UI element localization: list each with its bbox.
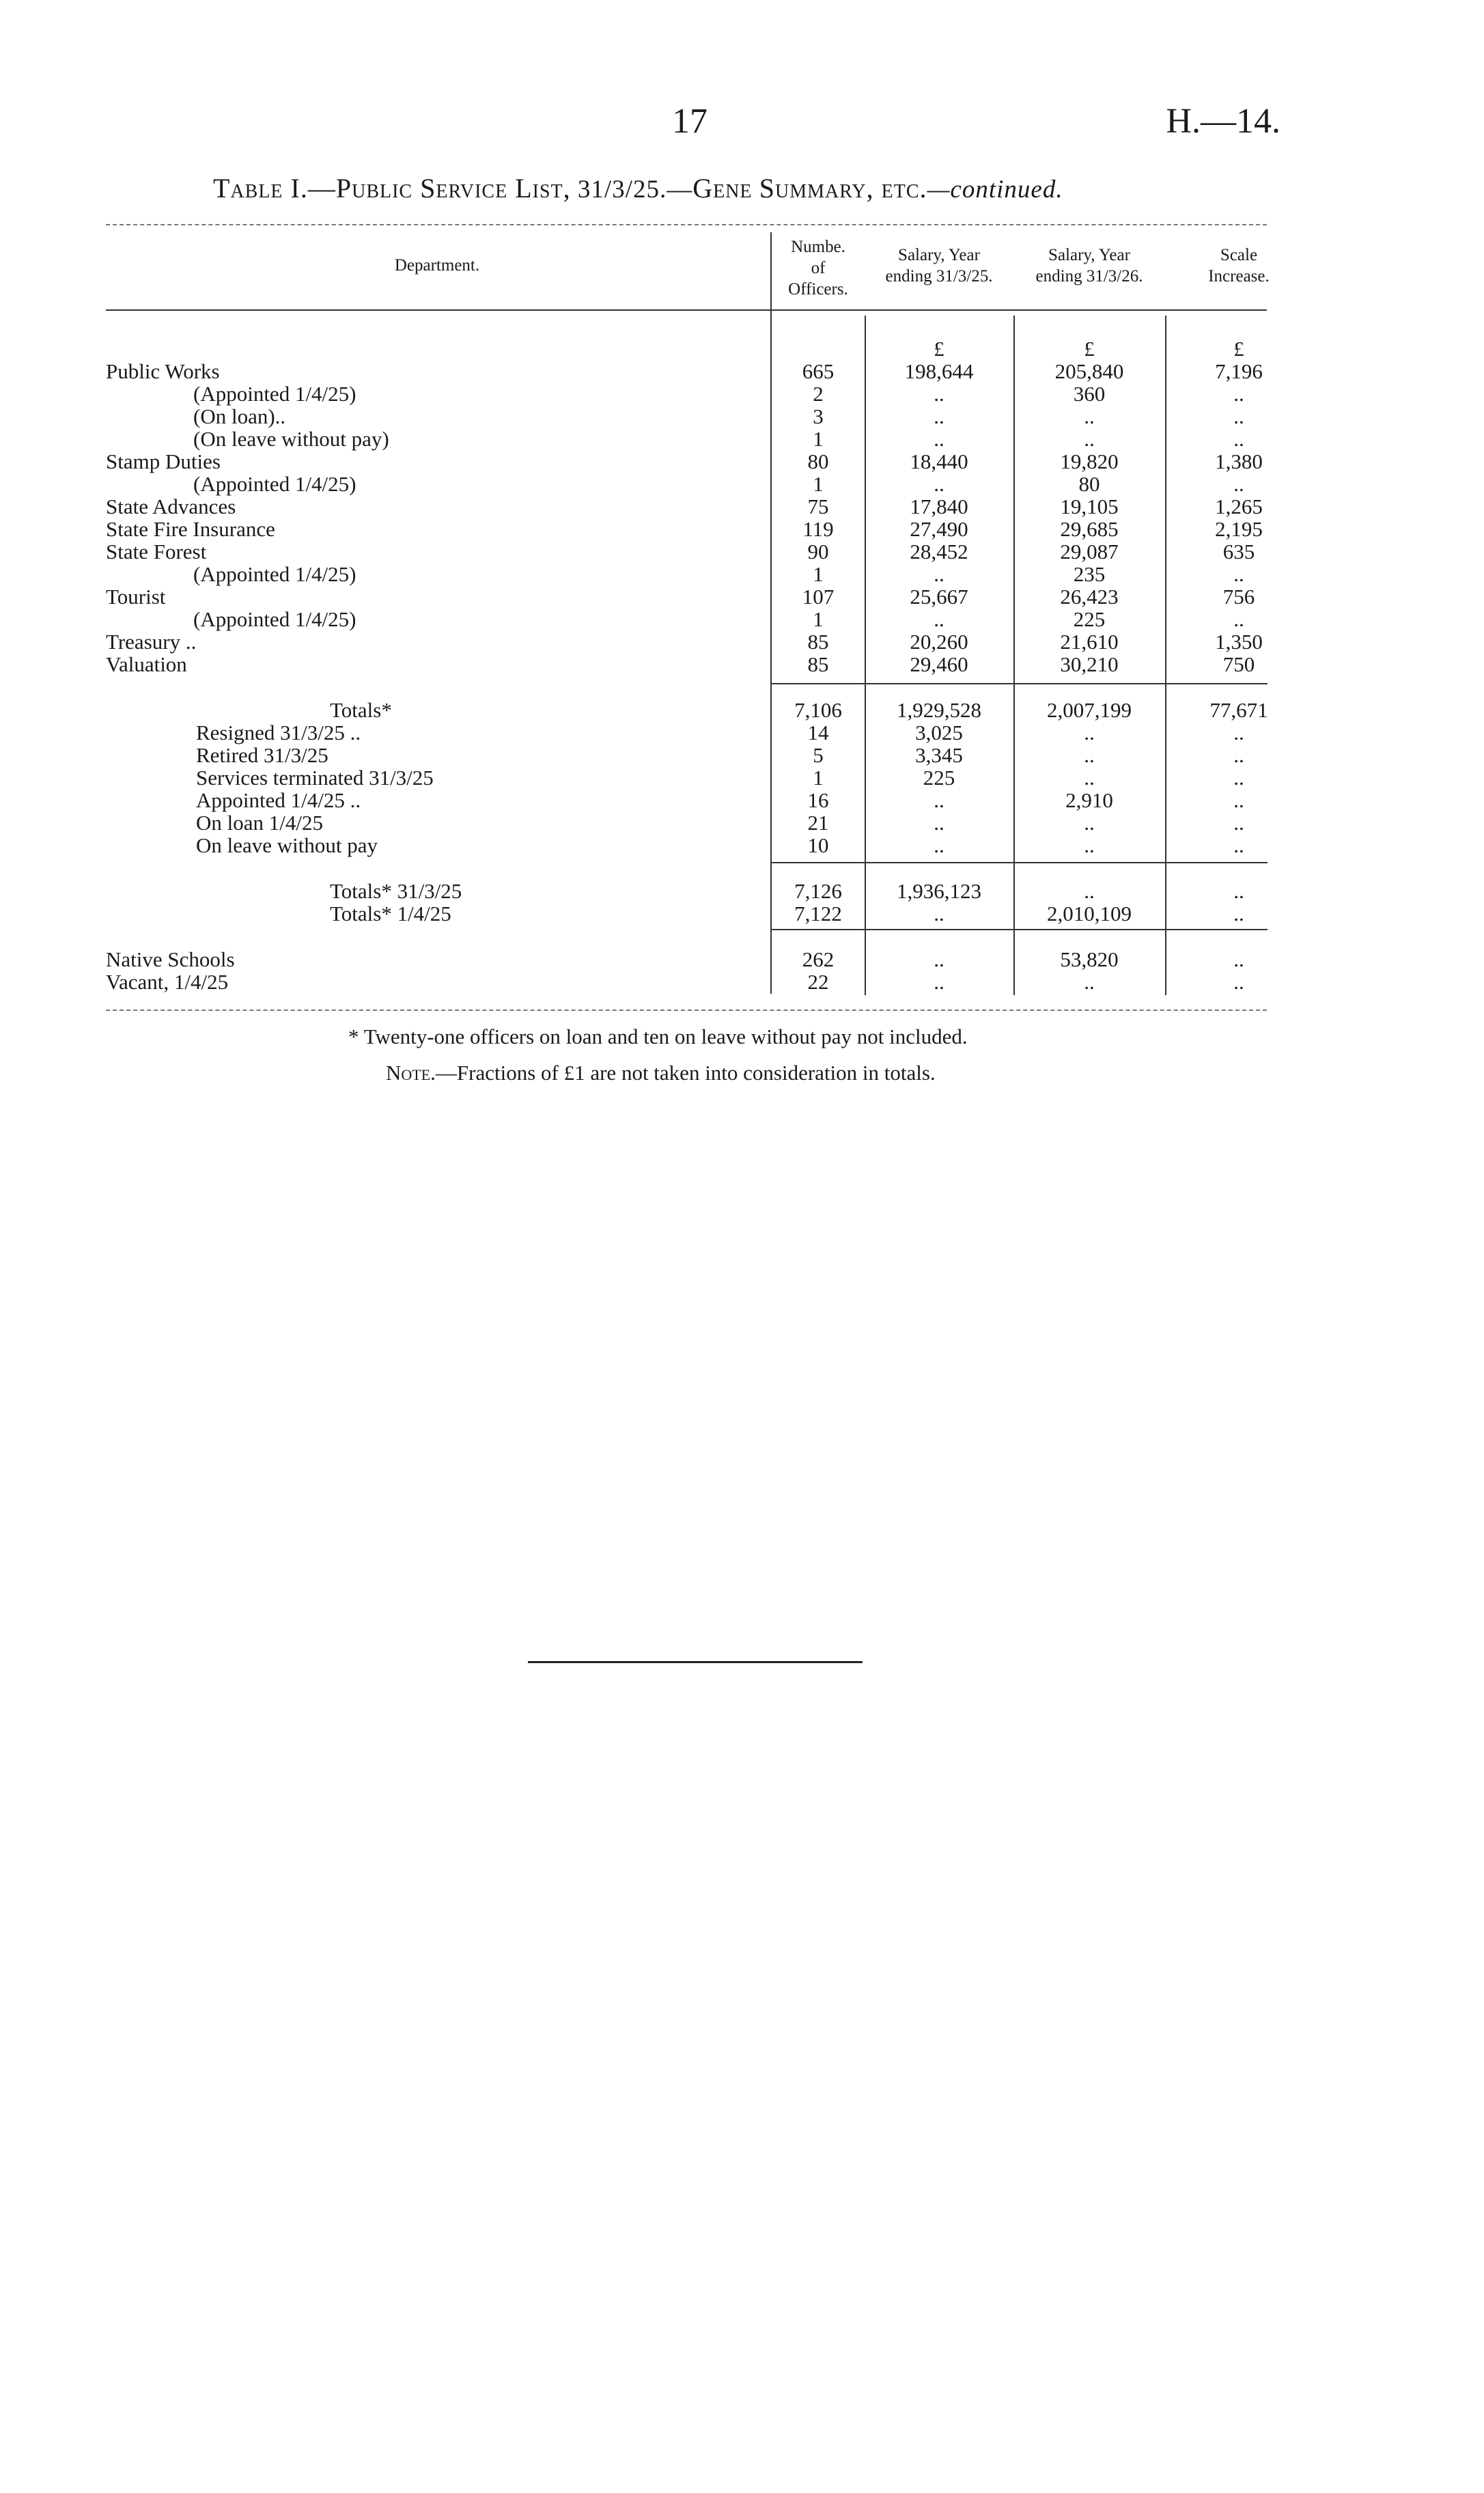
pound-sign: £ — [934, 337, 944, 361]
table-row — [0, 948, 1484, 971]
table-row — [0, 360, 1484, 382]
salary-2526-cell: .. — [1084, 811, 1095, 835]
scale-increase-cell: .. — [1233, 472, 1244, 496]
salary-2526-cell: .. — [1084, 743, 1095, 767]
scale-increase-cell: .. — [1233, 833, 1244, 857]
salary-2425-cell: 27,490 — [910, 517, 968, 541]
salary-2425-cell: 3,345 — [915, 743, 963, 767]
scale-increase-cell: 1,380 — [1215, 449, 1263, 473]
scale-increase-cell: .. — [1233, 721, 1244, 744]
salary-2425-cell: 25,667 — [910, 585, 968, 609]
row-label: Resigned 31/3/25 .. — [196, 721, 361, 744]
table-body — [0, 337, 1484, 994]
table-title-part2: 31/3/25.— — [570, 176, 693, 204]
row-label: (Appointed 1/4/25) — [193, 562, 356, 586]
salary-2425-cell: .. — [934, 472, 944, 496]
scale-increase-cell: 635 — [1222, 540, 1255, 563]
table-row — [0, 971, 1484, 993]
officers-cell: 85 — [807, 630, 829, 654]
row-label: State Fire Insurance — [106, 517, 275, 541]
scale-increase-cell: .. — [1233, 970, 1244, 994]
header-salary-2526-line1: Salary, Year — [1048, 246, 1130, 264]
salary-2425-cell: .. — [934, 788, 944, 812]
table-bottom-rule — [106, 1009, 1267, 1011]
salary-2425-cell: .. — [934, 404, 944, 428]
table-row — [0, 428, 1484, 450]
officers-cell: 5 — [813, 743, 824, 767]
header-officers-line3: Officers. — [788, 280, 848, 298]
row-label: Appointed 1/4/25 .. — [196, 788, 361, 812]
row-label: Valuation — [106, 652, 187, 676]
row-label: (Appointed 1/4/25) — [193, 382, 356, 406]
end-rule — [528, 1661, 863, 1663]
document-reference: H.—14. — [1166, 102, 1280, 141]
officers-cell: 3 — [813, 404, 824, 428]
salary-2425-cell: .. — [934, 382, 944, 406]
row-label: (Appointed 1/4/25) — [193, 472, 356, 496]
officers-cell: 107 — [802, 585, 835, 609]
salary-2526-cell: 19,105 — [1060, 495, 1119, 518]
row-label: Public Works — [106, 359, 220, 383]
header-officers — [772, 236, 865, 300]
table-row — [0, 902, 1484, 925]
salary-2425-cell: 18,440 — [910, 449, 968, 473]
scale-increase-cell: .. — [1233, 879, 1244, 903]
salary-2526-cell: 360 — [1073, 382, 1106, 406]
table-row — [0, 450, 1484, 473]
salary-2526-cell: 19,820 — [1060, 449, 1119, 473]
scale-increase-cell: .. — [1233, 382, 1244, 406]
scale-increase-cell: .. — [1233, 902, 1244, 925]
row-label: Retired 31/3/25 — [196, 743, 328, 767]
salary-2526-cell: 26,423 — [1060, 585, 1119, 609]
scale-increase-cell: .. — [1233, 427, 1244, 451]
table-row — [0, 405, 1484, 428]
table-row — [0, 495, 1484, 518]
row-label: (Appointed 1/4/25) — [193, 607, 356, 631]
salary-2425-cell: 198,644 — [904, 359, 974, 383]
scale-increase-cell: 2,195 — [1215, 517, 1263, 541]
salary-2526-cell: 80 — [1078, 472, 1100, 496]
table-title-part6: —continued. — [927, 176, 1063, 204]
officers-cell: 119 — [802, 517, 834, 541]
table-row — [0, 563, 1484, 585]
salary-2425-cell: 28,452 — [910, 540, 968, 563]
row-label: State Advances — [106, 495, 236, 518]
officers-cell: 14 — [807, 721, 829, 744]
table-title-part5: Summary, etc. — [759, 173, 927, 204]
salary-2425-cell: .. — [934, 427, 944, 451]
salary-2425-cell: 1,936,123 — [897, 879, 981, 903]
note-lead: Note. — [386, 1061, 436, 1085]
header-department: Department. — [394, 256, 480, 275]
scale-increase-cell: 750 — [1222, 652, 1255, 676]
officers-cell: 22 — [807, 970, 829, 994]
row-label: On loan 1/4/25 — [196, 811, 323, 835]
table-title-part1: Table I.—Public Service List, — [213, 173, 571, 204]
header-salary-2425 — [865, 245, 1013, 287]
officers-cell: 75 — [807, 495, 829, 518]
salary-2526-cell: .. — [1084, 404, 1095, 428]
row-label: Totals* — [330, 698, 392, 722]
salary-2425-cell: .. — [934, 902, 944, 925]
footnote: * Twenty-one officers on loan and ten on leave without pay not included. — [348, 1025, 968, 1048]
salary-2526-cell: .. — [1084, 879, 1095, 903]
salary-2425-cell: .. — [934, 833, 944, 857]
page-number: 17 — [672, 102, 708, 141]
row-label: Totals* 31/3/25 — [330, 879, 462, 903]
salary-2526-cell: .. — [1084, 721, 1095, 744]
officers-cell: 90 — [807, 540, 829, 563]
table-row — [0, 744, 1484, 766]
scale-increase-cell: .. — [1233, 743, 1244, 767]
salary-2526-cell: 205,840 — [1054, 359, 1124, 383]
header-salary-2526-line2: ending 31/3/26. — [1035, 267, 1143, 285]
officers-cell: 1 — [813, 766, 824, 790]
salary-2526-cell: 235 — [1073, 562, 1106, 586]
salary-2526-cell: 2,010,109 — [1047, 902, 1132, 925]
row-label: Totals* 1/4/25 — [330, 902, 451, 925]
scale-increase-cell: .. — [1233, 947, 1244, 971]
note-text: —Fractions of £1 are not taken into consideration in totals. — [435, 1061, 936, 1085]
table-row — [0, 518, 1484, 540]
pound-sign: £ — [1084, 337, 1095, 361]
officers-cell: 21 — [807, 811, 829, 835]
table-title-part3: Gene — [692, 173, 753, 204]
scale-increase-cell: .. — [1233, 404, 1244, 428]
officers-cell: 262 — [802, 947, 835, 971]
table-row — [0, 653, 1484, 676]
table-row — [0, 789, 1484, 811]
salary-2425-cell: 20,260 — [910, 630, 968, 654]
table-title-part4 — [753, 176, 759, 204]
salary-2425-cell: .. — [934, 947, 944, 971]
salary-2425-cell: 17,840 — [910, 495, 968, 518]
salary-2425-cell: .. — [934, 562, 944, 586]
scale-increase-cell: 1,350 — [1215, 630, 1263, 654]
officers-cell: 1 — [813, 562, 824, 586]
salary-2425-cell: .. — [934, 811, 944, 835]
salary-2526-cell: .. — [1084, 766, 1095, 790]
note — [386, 1061, 936, 1085]
officers-cell: 7,126 — [794, 879, 842, 903]
header-salary-2425-line1: Salary, Year — [898, 246, 980, 264]
table-row — [0, 630, 1484, 653]
row-label: Native Schools — [106, 947, 235, 971]
officers-cell: 1 — [813, 427, 824, 451]
header-officers-line1: Numbe. — [791, 238, 845, 256]
row-label: On leave without pay — [196, 833, 378, 857]
table-row — [0, 766, 1484, 789]
scale-increase-cell: .. — [1233, 788, 1244, 812]
salary-2526-cell: 21,610 — [1060, 630, 1119, 654]
salary-2526-cell: 2,910 — [1065, 788, 1113, 812]
officers-cell: 80 — [807, 449, 829, 473]
officers-cell: 7,106 — [794, 698, 842, 722]
row-label: Vacant, 1/4/25 — [106, 970, 229, 994]
table-row — [0, 721, 1484, 744]
salary-2526-cell: .. — [1084, 970, 1095, 994]
scale-increase-cell: 1,265 — [1215, 495, 1263, 518]
salary-2425-cell: 29,460 — [910, 652, 968, 676]
header-salary-2425-line2: ending 31/3/25. — [885, 267, 993, 285]
table-row — [0, 608, 1484, 630]
header-salary-2526 — [1013, 245, 1165, 287]
scale-increase-cell: 7,196 — [1215, 359, 1263, 383]
row-label: Tourist — [106, 585, 166, 609]
salary-2526-cell: .. — [1084, 833, 1095, 857]
header-top-rule — [106, 224, 1267, 225]
header-scale-increase — [1165, 245, 1313, 287]
salary-2425-cell: 3,025 — [915, 721, 963, 744]
table-row — [0, 834, 1484, 856]
row-label: Stamp Duties — [106, 449, 221, 473]
header-officers-line2: of — [811, 259, 826, 277]
units-row — [0, 337, 1484, 360]
scale-increase-cell: 77,671 — [1209, 698, 1268, 722]
salary-2425-cell: 225 — [923, 766, 955, 790]
scale-increase-cell: .. — [1233, 766, 1244, 790]
officers-cell: 85 — [807, 652, 829, 676]
scale-increase-cell: .. — [1233, 607, 1244, 631]
table-row — [0, 699, 1484, 721]
officers-cell: 10 — [807, 833, 829, 857]
officers-cell: 1 — [813, 472, 824, 496]
officers-cell: 1 — [813, 607, 824, 631]
table-row — [0, 382, 1484, 405]
table-row — [0, 811, 1484, 834]
table-row — [0, 880, 1484, 902]
row-label: (On loan).. — [193, 404, 286, 428]
row-label: (On leave without pay) — [193, 427, 389, 451]
pound-sign: £ — [1233, 337, 1244, 361]
officers-cell: 2 — [813, 382, 824, 406]
salary-2526-cell: .. — [1084, 427, 1095, 451]
table-row — [0, 585, 1484, 608]
salary-2526-cell: 53,820 — [1060, 947, 1119, 971]
officers-cell: 7,122 — [794, 902, 842, 925]
officers-cell: 665 — [802, 359, 835, 383]
table-title — [213, 172, 1063, 204]
salary-2526-cell: 225 — [1073, 607, 1106, 631]
header-scale-line2: Increase. — [1208, 267, 1270, 285]
officers-cell: 16 — [807, 788, 829, 812]
row-label: Services terminated 31/3/25 — [196, 766, 434, 790]
header-bottom-rule — [106, 309, 1267, 311]
scale-increase-cell: .. — [1233, 562, 1244, 586]
row-label: Treasury .. — [106, 630, 197, 654]
table-row — [0, 473, 1484, 495]
salary-2425-cell: .. — [934, 970, 944, 994]
salary-2526-cell: 29,685 — [1060, 517, 1119, 541]
salary-2526-cell: 2,007,199 — [1047, 698, 1132, 722]
salary-2425-cell: 1,929,528 — [897, 698, 981, 722]
header-scale-line1: Scale — [1220, 246, 1258, 264]
scale-increase-cell: .. — [1233, 811, 1244, 835]
row-label: State Forest — [106, 540, 207, 563]
salary-2526-cell: 30,210 — [1060, 652, 1119, 676]
salary-2526-cell: 29,087 — [1060, 540, 1119, 563]
table-row — [0, 540, 1484, 563]
scale-increase-cell: 756 — [1222, 585, 1255, 609]
salary-2425-cell: .. — [934, 607, 944, 631]
